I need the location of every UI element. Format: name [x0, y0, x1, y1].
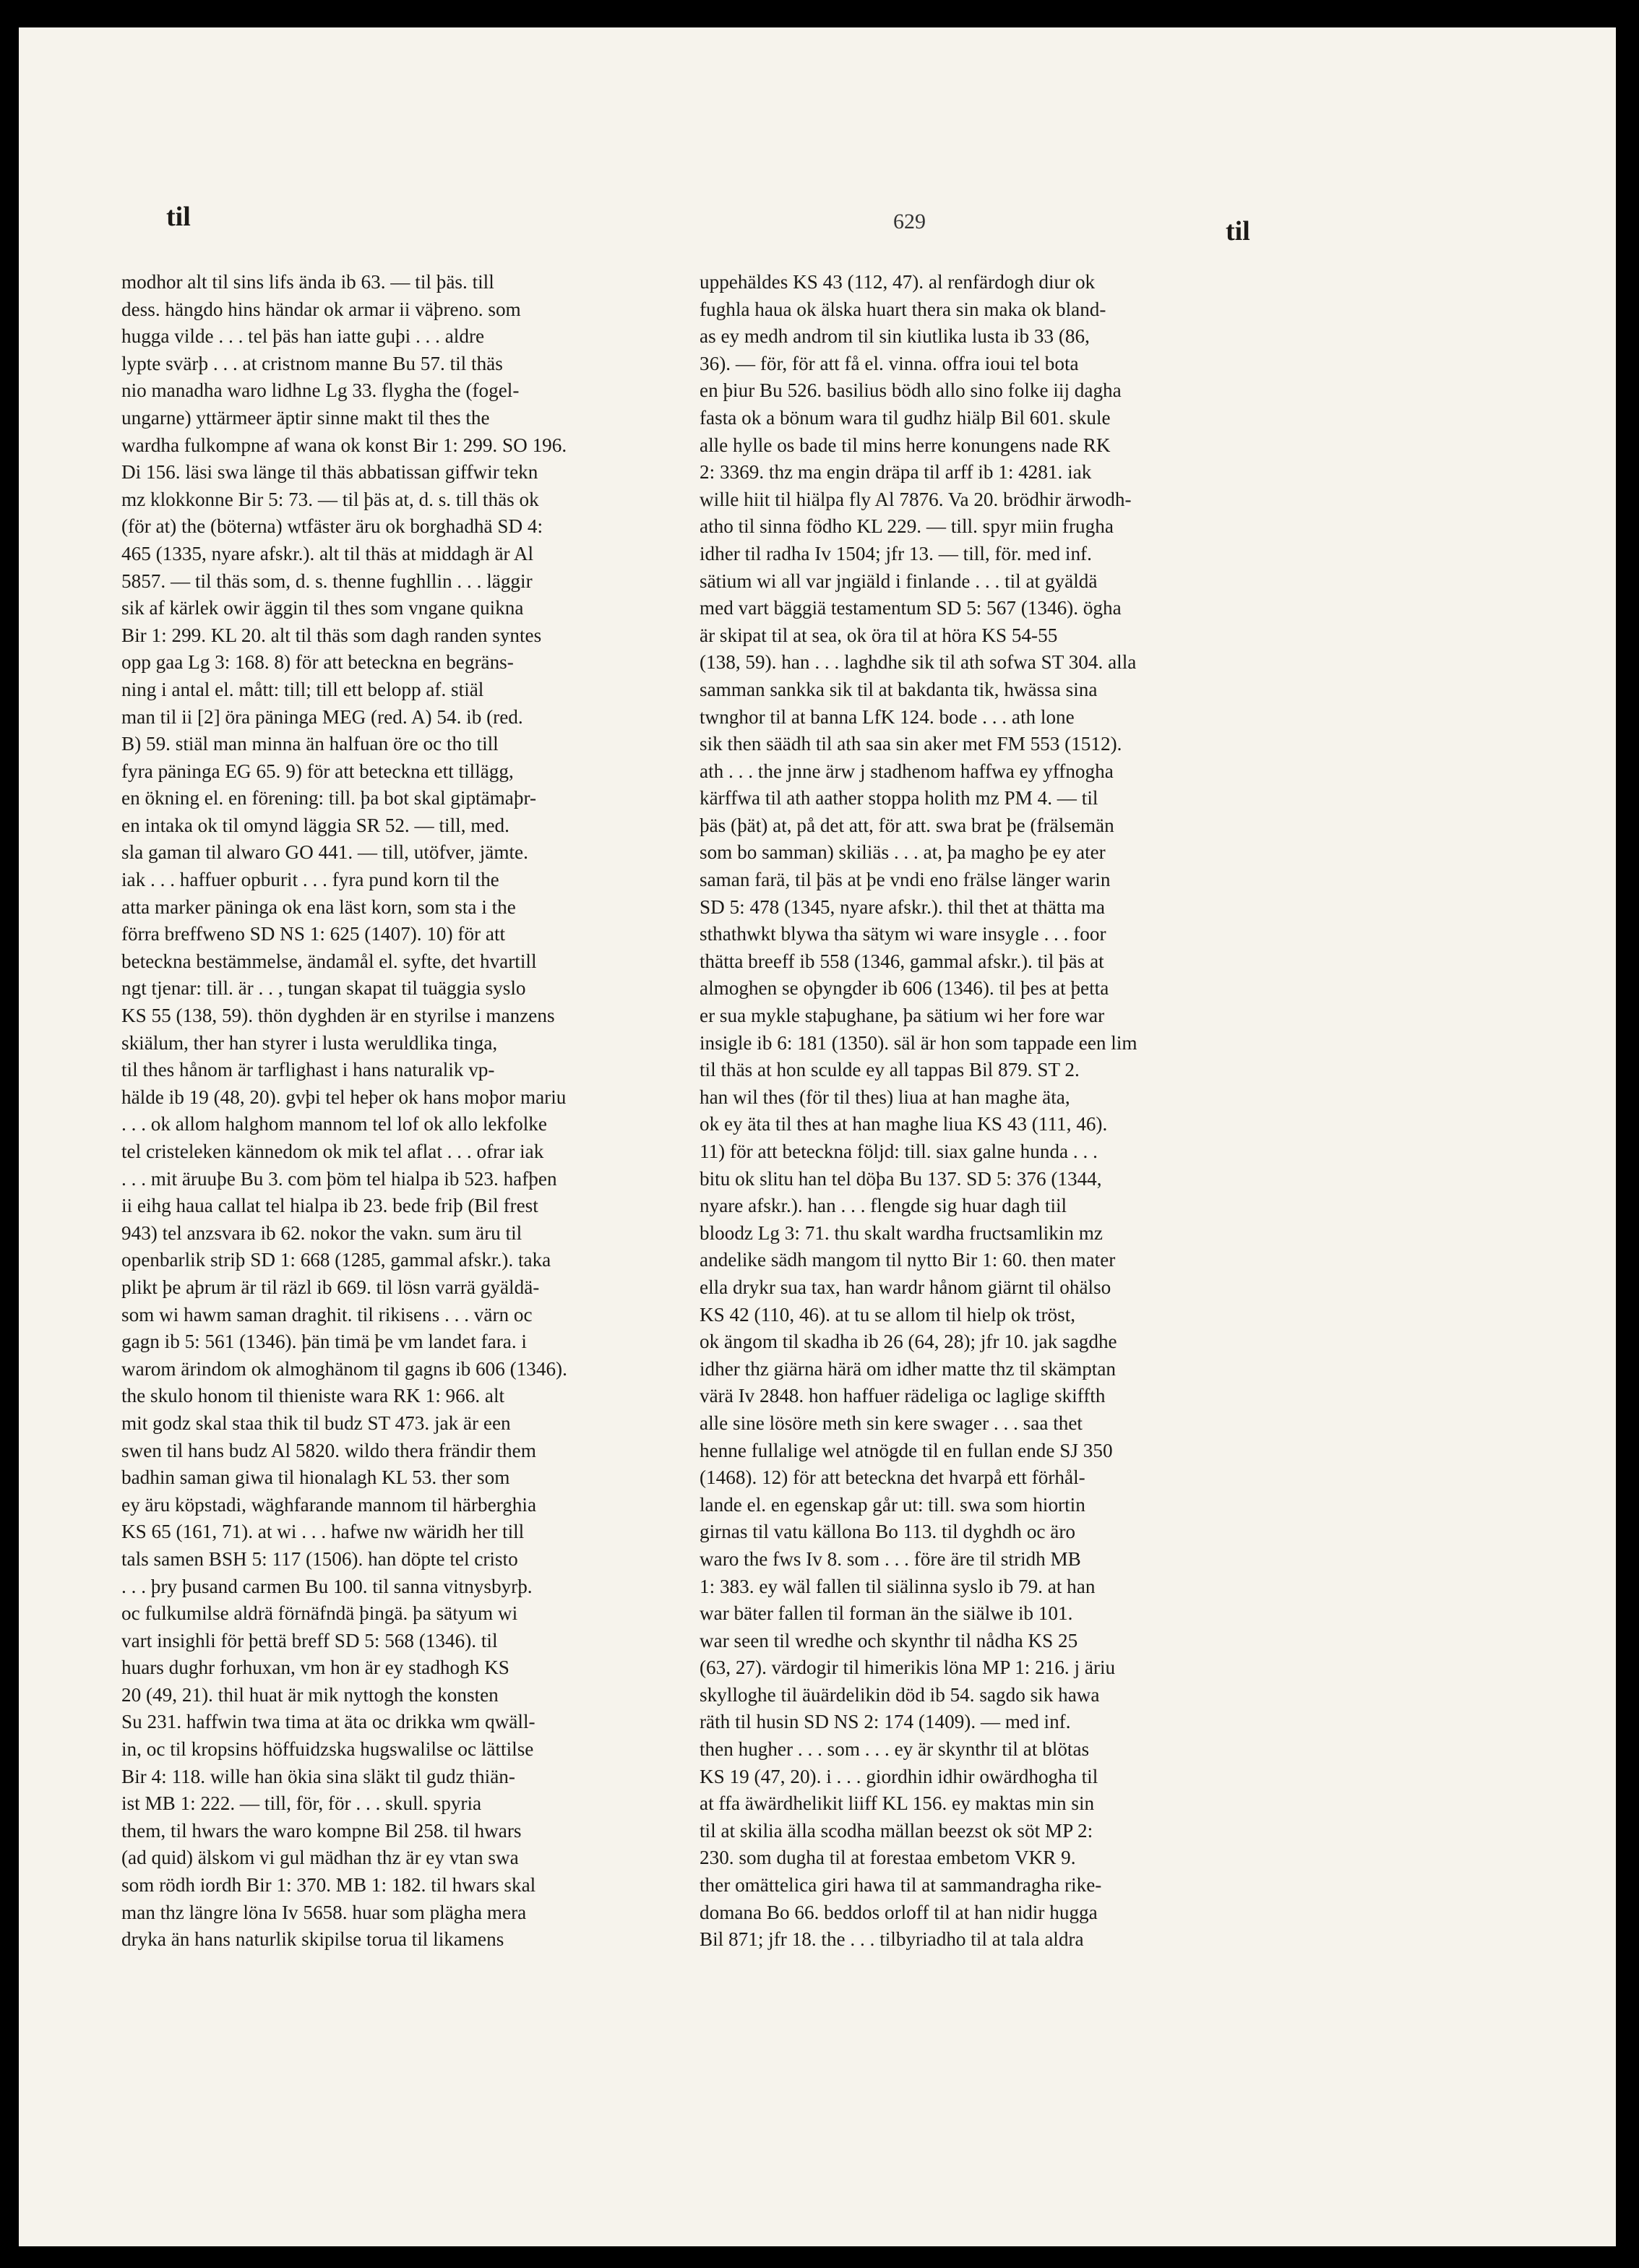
- text-line: lande el. en egenskap går ut: till. swa som hiortin: [700, 1493, 1085, 1516]
- text-line: idher thz giärna härä om idher matte thz til skämptan: [700, 1357, 1117, 1380]
- text-line: in, oc til kropsins höffuidzska hugswalilse oc lättilse: [121, 1738, 534, 1761]
- text-line: han wil thes (för til thes) liua at han maghe äta,: [700, 1086, 1070, 1108]
- text-line: 230. som dugha til at forestaa embetom VKR 9.: [700, 1847, 1076, 1869]
- text-line: SD 5: 478 (1345, nyare afskr.). thil thet at thätta ma: [700, 895, 1105, 918]
- text-line: openbarlik striþ SD 1: 668 (1285, gammal afskr.). taka: [121, 1249, 551, 1271]
- text-line: fasta ok a bönum wara til gudhz hiälp Bil 601. skule: [700, 406, 1111, 429]
- text-line: uppehäldes KS 43 (112, 47). al renfärdogh diur ok: [700, 271, 1096, 293]
- text-line: man til ii [2] öra päninga MEG (red. A) 54. ib (red.: [121, 705, 523, 728]
- text-line: värä Iv 2848. hon haffuer rädeliga oc laglige skiffth: [700, 1385, 1106, 1407]
- text-line: them, til hwars the waro kompne Bil 258. til hwars: [121, 1819, 522, 1842]
- text-line: ungarne) yttärmeer äptir sinne makt til thes the: [121, 406, 490, 429]
- text-line: . . . ok allom halghom mannom tel lof ok allo lekfolke: [121, 1113, 547, 1135]
- text-line: skiälum, ther han styrer i lusta weruldlika tinga,: [121, 1031, 498, 1054]
- text-line: iak . . . haffuer opburit . . . fyra pund korn til the: [121, 869, 499, 891]
- text-line: bitu ok slitu han tel döþa Bu 137. SD 5: 376 (1344,: [700, 1167, 1102, 1190]
- text-line: ii eihg haua callat tel hialpa ib 23. bede friþ (Bil frest: [121, 1195, 538, 1217]
- page-number: 629: [893, 210, 926, 233]
- text-line: KS 19 (47, 20). i . . . giordhin idhir owärdhogha til: [700, 1765, 1098, 1787]
- text-line: ist MB 1: 222. — till, för, för . . . skull. spyria: [121, 1792, 482, 1815]
- running-headword-right: til: [1226, 216, 1250, 246]
- text-line: henne fullalige wel atnögde til en fullan ende SJ 350: [700, 1439, 1113, 1461]
- text-line: 1: 383. ey wäl fallen til siälinna syslo ib 79. at han: [700, 1575, 1096, 1597]
- running-headword-left: til: [166, 202, 191, 232]
- text-line: som bo samman) skiliäs . . . at, þa magho þe ey ater: [700, 841, 1106, 864]
- dictionary-page: [19, 27, 1616, 2246]
- text-line: war bäter fallen til forman än the siälwe ib 101.: [700, 1602, 1073, 1625]
- text-line: er sua mykle staþughane, þa sätium wi her fore war: [700, 1005, 1105, 1027]
- text-line: sthathwkt blywa tha sätym wi ware insygle . . . foor: [700, 923, 1106, 945]
- text-line: warom ärindom ok almoghänom til gagns ib 606 (1346).: [121, 1357, 567, 1380]
- text-line: til thes hånom är tarflighast i hans naturalik vp-: [121, 1059, 495, 1081]
- text-line: war seen til wredhe och skynthr til nådha KS 25: [700, 1629, 1078, 1651]
- text-line: at ffa äwärdhelikit liiff KL 156. ey maktas min sin: [700, 1792, 1095, 1815]
- text-line: hälde ib 19 (48, 20). gvþi tel heþer ok hans moþor mariu: [121, 1086, 567, 1108]
- text-line: bloodz Lg 3: 71. thu skalt wardha fructsamlikin mz: [700, 1221, 1103, 1244]
- text-line: en þiur Bu 526. basilius bödh allo sino folke iij dagha: [700, 379, 1122, 402]
- text-line: ella drykr sua tax, han wardr hånom giärnt til ohälso: [700, 1276, 1111, 1298]
- text-line: domana Bo 66. beddos orloff til at han nidir hugga: [700, 1901, 1098, 1923]
- text-line: 36). — för, för att få el. vinna. offra ioui tel bota: [700, 352, 1079, 374]
- text-line: almoghen se oþyngder ib 606 (1346). til þes at þetta: [700, 977, 1109, 1000]
- text-line: dess. hängdo hins händar ok armar ii väþreno. som: [121, 298, 521, 320]
- text-line: fyra päninga EG 65. 9) för att beteckna ett tillägg,: [121, 760, 514, 782]
- text-line: Bil 871; jfr 18. the . . . tilbyriadho til at tala aldra: [700, 1928, 1084, 1951]
- text-line: thätta breeff ib 558 (1346, gammal afskr.). til þäs at: [700, 950, 1104, 972]
- text-line: ning i antal el. mått: till; till ett belopp af. stiäl: [121, 678, 484, 700]
- text-line: som rödh iordh Bir 1: 370. MB 1: 182. til hwars skal: [121, 1874, 536, 1897]
- text-line: Su 231. haffwin twa tima at äta oc drikka wm qwäll-: [121, 1711, 535, 1733]
- text-line: 943) tel anzsvara ib 62. nokor the vakn. sum äru til: [121, 1221, 522, 1244]
- text-line: som wi hawm saman draghit. til rikisens . . . värn oc: [121, 1303, 533, 1326]
- text-line: (1468). 12) för att beteckna det hvarpå ett förhål-: [700, 1466, 1085, 1489]
- text-line: man thz längre löna Iv 5658. huar som plägha mera: [121, 1901, 527, 1923]
- text-line: tel cristeleken kännedom ok mik tel aflat . . . ofrar iak: [121, 1141, 544, 1162]
- text-line: Bir 1: 299. KL 20. alt til thäs som dagh randen syntes: [121, 624, 542, 646]
- text-line: gagn ib 5: 561 (1346). þän timä þe vm landet fara. i: [121, 1331, 527, 1353]
- text-line: sik af kärlek owir äggin til thes som vngane quikna: [121, 597, 524, 619]
- text-line: 465 (1335, nyare afskr.). alt til thäs at middagh är Al: [121, 542, 534, 564]
- text-line: vart insighli för þettä breff SD 5: 568 (1346). til: [121, 1629, 498, 1651]
- text-line: 2: 3369. thz ma engin dräpa til arff ib 1: 4281. iak: [700, 461, 1092, 484]
- text-line: then hugher . . . som . . . ey är skynthr til at blötas: [700, 1738, 1090, 1761]
- text-line: sätium wi all var jngiäld i finlande . . . til at gyäldä: [700, 570, 1098, 592]
- text-line: as ey medh androm til sin kiutlika lusta ib 33 (86,: [700, 325, 1090, 348]
- text-line: (ad quid) älskom vi gul mädhan thz är ey vtan swa: [121, 1847, 519, 1869]
- text-line: til thäs at hon sculde ey all tappas Bil 879. ST 2.: [700, 1059, 1080, 1081]
- text-line: plikt þe aþrum är til räzl ib 669. til lösn varrä gyäldä-: [121, 1276, 540, 1298]
- text-line: förra breffweno SD NS 1: 625 (1407). 10) för att: [121, 923, 506, 945]
- text-line: sik then säädh til ath saa sin aker met FM 553 (1512).: [700, 733, 1122, 755]
- text-line: oc fulkumilse aldrä förnäfndä þingä. þa sätyum wi: [121, 1602, 518, 1625]
- text-line: samman sankka sik til at bakdanta tik, hwässa sina: [700, 678, 1098, 700]
- text-line: hugga vilde . . . tel þäs han iatte guþi . . . aldre: [121, 325, 485, 348]
- text-line: 5857. — til thäs som, d. s. thenne fughllin . . . läggir: [121, 570, 533, 592]
- text-line: en ökning el. en förening: till. þa bot skal giptämaþr-: [121, 787, 537, 809]
- text-line: en intaka ok til omynd läggia SR 52. — till, med.: [121, 814, 509, 836]
- text-line: (för at) the (böterna) wtfäster äru ok borghadhä SD 4:: [121, 515, 543, 538]
- text-line: dryka än hans naturlik skipilse torua til likamens: [121, 1928, 504, 1951]
- text-line: ath . . . the jnne ärw j stadhenom haffwa ey yffnogha: [700, 760, 1114, 782]
- text-line: skylloghe til äuärdelikin död ib 54. sagdo sik hawa: [700, 1683, 1100, 1706]
- text-line: saman farä, til þäs at þe vndi eno frälse länger warin: [700, 869, 1111, 891]
- text-line: wardha fulkompne af wana ok konst Bir 1: 299. SO 196.: [121, 434, 567, 456]
- text-line: 11) för att beteckna följd: till. siax galne hunda . . .: [700, 1141, 1098, 1162]
- text-line: atta marker päninga ok ena läst korn, som sta i the: [121, 895, 516, 918]
- text-line: Bir 4: 118. wille han ökia sina släkt til gudz thiän-: [121, 1765, 515, 1787]
- text-line: alle sine lösöre meth sin kere swager . . . saa thet: [700, 1412, 1083, 1434]
- text-line: KS 42 (110, 46). at tu se allom til hielp ok tröst,: [700, 1303, 1076, 1326]
- text-line: waro the fws Iv 8. som . . . före äre til stridh MB: [700, 1547, 1081, 1570]
- text-line: andelike sädh mangom til nytto Bir 1: 60. then mater: [700, 1249, 1116, 1271]
- text-line: idher til radha Iv 1504; jfr 13. — till, för. med inf.: [700, 542, 1092, 564]
- text-line: huars dughr forhuxan, vm hon är ey stadhogh KS: [121, 1657, 509, 1679]
- text-line: swen til hans budz Al 5820. wildo thera frändir them: [121, 1439, 536, 1461]
- text-line: kärffwa til ath aather stoppa holith mz PM 4. — til: [700, 787, 1098, 809]
- text-line: modhor alt til sins lifs ända ib 63. — til þäs. till: [121, 271, 494, 293]
- text-line: är skipat til at sea, ok öra til at höra KS 54-55: [700, 624, 1058, 646]
- text-line: opp gaa Lg 3: 168. 8) för att beteckna en begräns-: [121, 651, 514, 674]
- text-line: ther omättelica giri hawa til at sammandragha rike-: [700, 1874, 1102, 1897]
- text-line: twnghor til at banna LfK 124. bode . . . ath lone: [700, 705, 1075, 728]
- text-line: the skulo honom til thieniste wara RK 1: 966. alt: [121, 1385, 505, 1407]
- text-line: insigle ib 6: 181 (1350). säl är hon som tappade een lim: [700, 1031, 1137, 1054]
- text-line: 20 (49, 21). thil huat är mik nyttogh the konsten: [121, 1683, 499, 1706]
- text-line: alle hylle os bade til mins herre konungens nade RK: [700, 434, 1111, 456]
- text-line: girnas til vatu källona Bo 113. til dyghdh oc äro: [700, 1521, 1076, 1543]
- text-line: med vart bäggiä testamentum SD 5: 567 (1346). ögha: [700, 597, 1122, 619]
- text-line: nio manadha waro lidhne Lg 33. flygha the (fogel-: [121, 379, 520, 402]
- text-line: ok ängom til skadha ib 26 (64, 28); jfr 10. jak sagdhe: [700, 1331, 1117, 1353]
- text-line: tals samen BSH 5: 117 (1506). han döpte tel cristo: [121, 1547, 518, 1570]
- text-line: lypte svärþ . . . at cristnom manne Bu 57. til thäs: [121, 352, 503, 374]
- page-header: [19, 27, 1616, 244]
- text-line: atho til sinna födho KL 229. — till. spyr miin frugha: [700, 515, 1114, 538]
- text-line: (63, 27). värdogir til himerikis löna MP 1: 216. j äriu: [700, 1657, 1116, 1679]
- text-line: ey äru köpstadi, wäghfarande mannom til härberghia: [121, 1493, 537, 1516]
- text-line: sla gaman til alwaro GO 441. — till, utöfver, jämte.: [121, 841, 528, 864]
- text-line: wille hiit til hiälpa fly Al 7876. Va 20. brödhir ärwodh-: [700, 488, 1132, 510]
- text-line: Di 156. läsi swa länge til thäs abbatissan giffwir tekn: [121, 461, 538, 484]
- text-line: B) 59. stiäl man minna än halfuan öre oc tho till: [121, 733, 499, 755]
- left-column: [121, 269, 685, 1954]
- text-line: KS 55 (138, 59). thön dyghden är en styrilse i manzens: [121, 1005, 555, 1027]
- text-line: þäs (þät) at, på det att, för att. swa brat þe (frälsemän: [700, 814, 1114, 836]
- right-column: [700, 269, 1263, 1954]
- text-line: badhin saman giwa til hionalagh KL 53. ther som: [121, 1466, 510, 1489]
- text-line: räth til husin SD NS 2: 174 (1409). — med inf.: [700, 1711, 1071, 1733]
- text-line: . . . mit äruuþe Bu 3. com þöm tel hialpa ib 523. hafþen: [121, 1167, 557, 1190]
- text-line: mz klokkonne Bir 5: 73. — til þäs at, d. s. till thäs ok: [121, 488, 539, 510]
- text-line: til at skilia älla scodha mällan beezst ok söt MP 2:: [700, 1819, 1093, 1842]
- text-line: nyare afskr.). han . . . flengde sig huar dagh tiil: [700, 1195, 1067, 1217]
- text-line: mit godz skal staa thik til budz ST 473. jak är een: [121, 1412, 511, 1434]
- text-line: (138, 59). han . . . laghdhe sik til ath sofwa ST 304. alla: [700, 651, 1137, 674]
- text-line: fughla haua ok älska huart thera sin maka ok bland-: [700, 298, 1106, 320]
- text-line: ok ey äta til thes at han maghe liua KS 43 (111, 46).: [700, 1113, 1108, 1135]
- text-line: KS 65 (161, 71). at wi . . . hafwe nw wäridh her till: [121, 1521, 525, 1543]
- text-line: beteckna bestämmelse, ändamål el. syfte, det hvartill: [121, 950, 537, 972]
- text-line: . . . þry þusand carmen Bu 100. til sanna vitnysbyrþ.: [121, 1575, 533, 1597]
- text-line: ngt tjenar: till. är . . , tungan skapat til tuäggia syslo: [121, 977, 526, 1000]
